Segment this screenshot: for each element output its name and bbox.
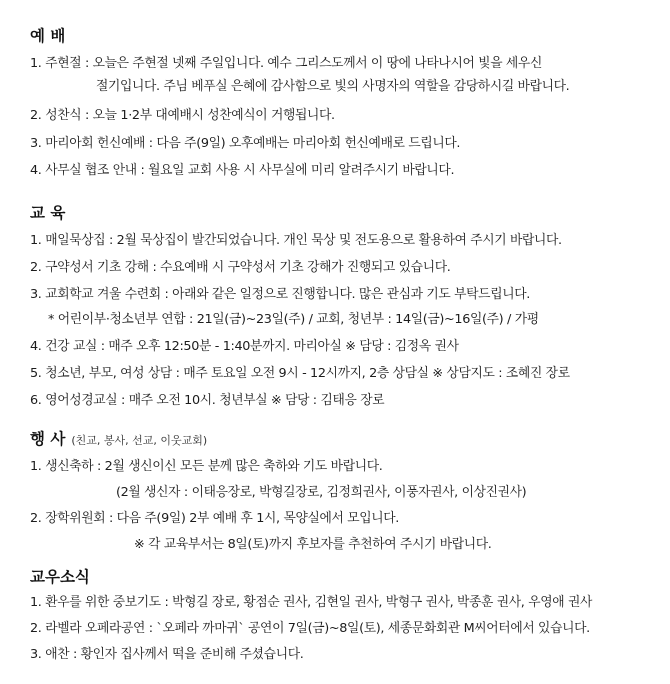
- education-item-1: 1. 매일묵상집 : 2월 묵상집이 발간되었습니다. 개인 묵상 및 전도용으로 활용하여 주시기 바랍니다.: [30, 233, 562, 248]
- events-item-2: 2. 장학위원회 : 다음 주(9일) 2부 예배 후 1시, 목양실에서 모입니다.: [30, 511, 400, 526]
- news-item-3: 3. 애찬 : 황인자 집사께서 떡을 준비해 주셨습니다.: [30, 647, 304, 662]
- worship-item-4: 4. 사무실 협조 안내 : 월요일 교회 사용 시 사무실에 미리 알려주시기 바랍니다.: [30, 163, 455, 178]
- education-item-2: 2. 구약성서 기초 강해 : 수요예배 시 구약성서 기초 강해가 진행되고 있습니다.: [30, 260, 451, 275]
- education-item-5: 5. 청소년, 부모, 여성 상담 : 매주 토요일 오전 9시 - 12시까지, 2층 상담실 ※ 상담지도 : 조혜진 장로: [30, 366, 570, 381]
- worship-item-3: 3. 마리아회 헌신예배 : 다음 주(9일) 오후예배는 마리아회 헌신예배로 드립니다.: [30, 136, 461, 151]
- worship-item-2: 2. 성찬식 : 오늘 1·2부 대예배시 성찬예식이 거행됩니다.: [30, 108, 335, 123]
- events-item-1-cont: (2월 생신자 : 이태응장로, 박형길장로, 김정희권사, 이풍자권사, 이상진권사): [116, 485, 527, 500]
- education-item-6: 6. 영어성경교실 : 매주 오전 10시. 청년부실 ※ 담당 : 김태응 장로: [30, 393, 385, 408]
- education-item-3: 3. 교회학교 겨울 수련회 : 아래와 같은 일정으로 진행합니다. 많은 관심과 기도 부탁드립니다.: [30, 287, 530, 302]
- section-title-events: [30, 427, 207, 449]
- events-item-2-note: ※ 각 교육부서는 8일(토)까지 후보자를 추천하여 주시기 바랍니다.: [134, 537, 492, 552]
- news-item-1: 1. 환우를 위한 중보기도 : 박형길 장로, 황점순 권사, 김현일 권사, 박형구 권사, 박종훈 권사, 우영애 권사: [30, 595, 593, 610]
- section-title-worship: 예 배: [30, 27, 66, 45]
- news-item-2: 2. 라벨라 오페라공연 : `오페라 까마귀` 공연이 7일(금)~8일(토), 세종문화회관 M씨어터에서 있습니다.: [30, 621, 590, 636]
- events-title-text: 행 사: [30, 430, 66, 448]
- education-item-4: 4. 건강 교실 : 매주 오후 12:50분 - 1:40분까지. 마리아실 ※ 담당 : 김정옥 권사: [30, 339, 459, 354]
- section-title-news: 교우소식: [30, 568, 90, 586]
- section-title-education: 교 육: [30, 204, 66, 222]
- worship-item-1: 1. 주현절 : 오늘은 주현절 넷째 주일입니다. 예수 그리스도께서 이 땅에 나타나시어 빛을 세우신: [30, 56, 542, 71]
- worship-item-1-cont: 절기입니다. 주님 베푸실 은혜에 감사함으로 빛의 사명자의 역할을 감당하시길 바랍니다.: [96, 79, 570, 94]
- events-item-1: 1. 생신축하 : 2월 생신이신 모든 분께 많은 축하와 기도 바랍니다.: [30, 459, 383, 474]
- education-item-3-note: * 어린이부·청소년부 연합 : 21일(금)~23일(주) / 교회, 청년부 : 14일(금)~16일(주) / 가평: [48, 312, 539, 327]
- events-subtitle: (친교, 봉사, 선교, 이웃교회): [71, 434, 208, 447]
